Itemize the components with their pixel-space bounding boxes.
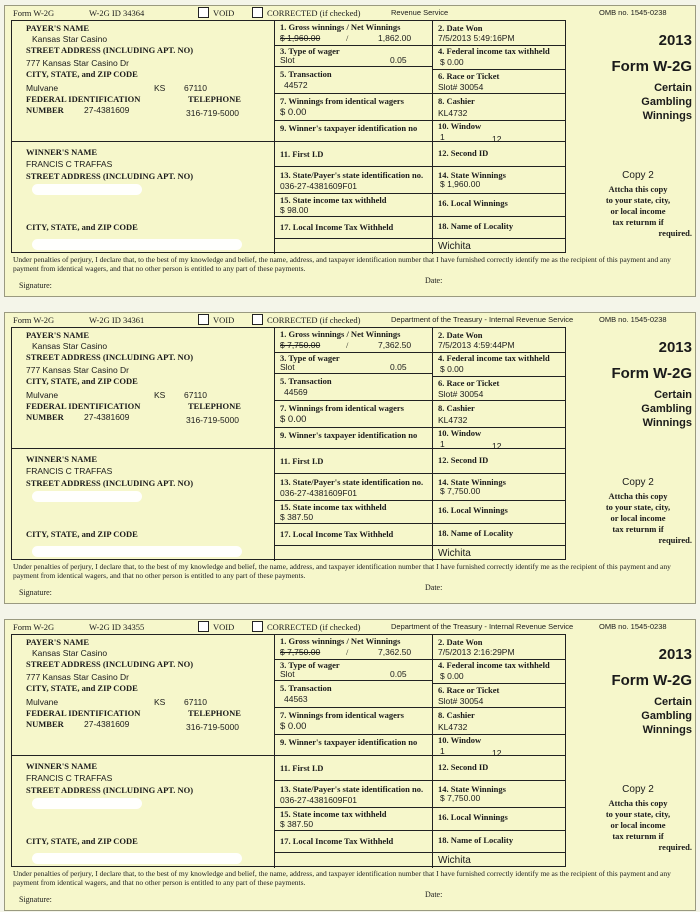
payer-name: Kansas Star Casino [32,341,108,351]
redaction-mark [32,853,242,864]
fein-label-number: NUMBER [26,719,64,729]
payer-name-label: PAYER'S NAME [26,23,90,33]
subtitle-line-3: Winnings [642,417,692,429]
fein-label: FEDERAL IDENTIFICATION [26,94,141,104]
form-id-label: W-2G ID 34361 [89,315,145,325]
corrected-checkbox[interactable] [252,7,263,18]
redaction-mark [32,491,142,502]
subtitle-line-1: Certain [654,82,692,94]
payer-city: Mulvane [26,83,59,93]
box16-label: 16. Local Winnings [438,812,508,822]
copy-line-5: required. [658,228,692,238]
box3-value: Slot [280,55,295,65]
copy-line-3: or local income [610,820,666,830]
box2-value: 7/5/2013 5:49:16PM [438,33,515,43]
box4-value: $ 0.00 [440,671,464,681]
box14-value: $ 1,960.00 [440,179,481,189]
box17-label: 17. Local Income Tax Withheld [280,222,394,232]
copy-title: Copy 2 [622,784,654,795]
fein-label-number: NUMBER [26,105,64,115]
subtitle-line-1: Certain [654,389,692,401]
box3-value: Slot [280,362,295,372]
telephone-label: TELEPHONE [188,401,241,411]
form-grid [11,327,566,560]
copy-line-1: Attcha this copy [608,491,668,501]
payer-street-label: STREET ADDRESS (INCLUDING APT. NO) [26,45,194,55]
tax-year: 2013 [658,646,692,663]
void-checkbox[interactable] [198,621,209,632]
box2-value: 7/5/2013 2:16:29PM [438,647,515,657]
corrected-label: CORRECTED (if checked) [267,8,361,18]
copy-line-5: required. [658,535,692,545]
box7-label: 7. Winnings from identical wagers [280,403,404,413]
box13-value: 036-27-4381609F01 [280,488,358,498]
copy-title: Copy 2 [622,170,654,181]
box11-label: 11. First I.D [280,456,324,466]
box18-label: 18. Name of Locality [438,835,514,845]
payer-name: Kansas Star Casino [32,34,108,44]
box10-value-2: 12 [492,134,502,144]
winner-name: FRANCIS C TRAFFAS [26,773,113,783]
w2g-form [4,312,696,604]
payer-street: 777 Kansas Star Casino Dr [26,365,129,375]
box13-value: 036-27-4381609F01 [280,795,358,805]
box4-value: $ 0.00 [440,57,464,67]
copy-line-3: or local income [610,206,666,216]
box7-value: $ 0.00 [280,414,307,425]
form-header [5,313,695,327]
box4-label: 4. Federal income tax withheld [438,46,550,56]
tax-year: 2013 [658,339,692,356]
form-title: Form W-2G [611,365,692,382]
fein-value: 27-4381609 [84,412,130,422]
signature-label: Signature: [19,895,52,904]
payer-zip: 67110 [184,390,208,400]
box14-value: $ 7,750.00 [440,793,481,803]
form-side-panel [570,20,692,255]
perjury-statement: Under penalties of perjury, I declare that, to the best of my knowledge and belief, the name, address, and taxpayer identification number that I have furnished correctly identify me as the recipient of this payment and any payment from identical wagers, and that no other person is entitled to any part of these payments. [13,869,671,887]
box2-label: 2. Date Won [438,23,483,33]
box7-value: $ 0.00 [280,107,307,118]
subtitle-line-2: Gambling [641,96,692,108]
perjury-statement: Under penalties of perjury, I declare that, to the best of my knowledge and belief, the name, address, and taxpayer identification number that I have furnished correctly identify me as the recipient of this payment and any payment from identical wagers, and that no other person is entitled to any part of these payments. [13,255,671,273]
box8-label: 8. Cashier [438,403,475,413]
winner-name-label: WINNER'S NAME [26,147,98,157]
payer-name-label: PAYER'S NAME [26,637,90,647]
payer-city: Mulvane [26,697,59,707]
box1-net: 7,362.50 [378,647,412,657]
copy-line-2: to your state, city, [605,809,671,819]
box17-label: 17. Local Income Tax Withheld [280,529,394,539]
void-label: VOID [213,622,235,632]
box14-label: 14. State Winnings [438,477,506,487]
w2g-form [4,619,696,911]
box1-gross: $ 1,960.00 [280,33,321,43]
corrected-label: CORRECTED (if checked) [267,622,361,632]
box6-label: 6. Race or Ticket [438,685,500,695]
box1-separator: / [346,647,349,657]
omb-number: OMB no. 1545-0238 [599,8,667,17]
form-header [5,6,695,20]
copy-line-5: required. [658,842,692,852]
void-label: VOID [213,8,235,18]
box3-label: 3. Type of wager [280,660,340,670]
fein-label-number: NUMBER [26,412,64,422]
box1-label: 1. Gross winnings / Net Winnings [280,329,401,339]
box10-value-2: 12 [492,441,502,451]
corrected-checkbox[interactable] [252,314,263,325]
box12-label: 12. Second ID [438,148,489,158]
box15-label: 15. State income tax withheld [280,195,387,205]
box5-value: 44563 [284,694,308,704]
box1-gross: $ 7,750.00 [280,340,321,350]
box6-label: 6. Race or Ticket [438,71,500,81]
box11-label: 11. First I.D [280,763,324,773]
copy-title: Copy 2 [622,477,654,488]
box3-label: 3. Type of wager [280,46,340,56]
payer-zip: 67110 [184,697,208,707]
box5-value: 44569 [284,387,308,397]
dept-label: Department of the Treasury - Internal Revenue Service [391,622,574,631]
form-grid [11,634,566,867]
box14-label: 14. State Winnings [438,784,506,794]
box10-value-1: 1 [440,132,445,142]
telephone-value: 316-719-5000 [186,108,239,118]
box15-label: 15. State income tax withheld [280,502,387,512]
box18-value: Wichita [438,548,471,559]
telephone-label: TELEPHONE [188,94,241,104]
box18-value: Wichita [438,855,471,866]
copy-line-4: tax returnm if [612,217,664,227]
box3-value: Slot [280,669,295,679]
subtitle-line-3: Winnings [642,724,692,736]
box6-value: Slot# 30054 [438,82,484,92]
payer-name: Kansas Star Casino [32,648,108,658]
subtitle-line-3: Winnings [642,110,692,122]
subtitle-line-2: Gambling [641,710,692,722]
redaction-mark [32,798,142,809]
box4-value: $ 0.00 [440,364,464,374]
payer-state: KS [154,697,166,707]
box3-extra: 0.05 [390,669,407,679]
form-side-panel [570,634,692,869]
telephone-value: 316-719-5000 [186,722,239,732]
box1-net: 1,862.00 [378,33,412,43]
tax-year: 2013 [658,32,692,49]
form-title: Form W-2G [611,672,692,689]
payer-city-label: CITY, STATE, and ZIP CODE [26,376,138,386]
void-checkbox[interactable] [198,7,209,18]
signature-label: Signature: [19,588,52,597]
omb-number: OMB no. 1545-0238 [599,315,667,324]
box16-label: 16. Local Winnings [438,505,508,515]
winner-city-label: CITY, STATE, and ZIP CODE [26,529,138,539]
box14-value: $ 7,750.00 [440,486,481,496]
form-side-panel [570,327,692,562]
copy-line-2: to your state, city, [605,502,671,512]
box15-label: 15. State income tax withheld [280,809,387,819]
box6-value: Slot# 30054 [438,389,484,399]
box10-value-2: 12 [492,748,502,758]
payer-zip: 67110 [184,83,208,93]
winner-city-label: CITY, STATE, and ZIP CODE [26,222,138,232]
copy-line-1: Attcha this copy [608,184,668,194]
form-grid [11,20,566,253]
payer-street-label: STREET ADDRESS (INCLUDING APT. NO) [26,352,194,362]
payer-street: 777 Kansas Star Casino Dr [26,58,129,68]
subtitle-line-1: Certain [654,696,692,708]
fein-label: FEDERAL IDENTIFICATION [26,401,141,411]
box5-label: 5. Transaction [280,376,332,386]
copy-line-2: to your state, city, [605,195,671,205]
form-header [5,620,695,634]
w2g-form [4,5,696,297]
dept-label: Revenue Service [391,8,449,17]
box4-label: 4. Federal income tax withheld [438,353,550,363]
box6-value: Slot# 30054 [438,696,484,706]
box5-value: 44572 [284,80,308,90]
box10-value-1: 1 [440,439,445,449]
redaction-mark [32,239,242,250]
box1-label: 1. Gross winnings / Net Winnings [280,636,401,646]
winner-name-label: WINNER'S NAME [26,761,98,771]
payer-street: 777 Kansas Star Casino Dr [26,672,129,682]
box12-label: 12. Second ID [438,455,489,465]
form-label: Form W-2G [13,8,55,18]
fein-label: FEDERAL IDENTIFICATION [26,708,141,718]
winner-name-label: WINNER'S NAME [26,454,98,464]
copy-line-1: Attcha this copy [608,798,668,808]
box8-value: KL4732 [438,415,468,425]
box7-label: 7. Winnings from identical wagers [280,96,404,106]
corrected-label: CORRECTED (if checked) [267,315,361,325]
box7-value: $ 0.00 [280,721,307,732]
winner-street-label: STREET ADDRESS (INCLUDING APT. NO) [26,478,194,488]
box3-extra: 0.05 [390,362,407,372]
void-label: VOID [213,315,235,325]
box1-net: 7,362.50 [378,340,412,350]
copy-line-4: tax returnm if [612,831,664,841]
payer-city: Mulvane [26,390,59,400]
box10-value-1: 1 [440,746,445,756]
box13-value: 036-27-4381609F01 [280,181,358,191]
void-checkbox[interactable] [198,314,209,325]
box15-value: $ 387.50 [280,819,314,829]
winner-name: FRANCIS C TRAFFAS [26,159,113,169]
box13-label: 13. State/Payer's state identification no. [280,170,424,180]
signature-label: Signature: [19,281,52,290]
box9-label: 9. Winner's taxpayer identification no [280,737,418,747]
redaction-mark [32,184,142,195]
fein-value: 27-4381609 [84,105,130,115]
payer-state: KS [154,390,166,400]
box9-label: 9. Winner's taxpayer identification no [280,123,418,133]
box8-value: KL4732 [438,108,468,118]
box1-separator: / [346,33,349,43]
perjury-statement: Under penalties of perjury, I declare that, to the best of my knowledge and belief, the name, address, and taxpayer identification number that I have furnished correctly identify me as the recipient of this payment and any payment from identical wagers, and that no other person is entitled to any part of these payments. [13,562,671,580]
box6-label: 6. Race or Ticket [438,378,500,388]
winner-street-label: STREET ADDRESS (INCLUDING APT. NO) [26,785,194,795]
payer-city-label: CITY, STATE, and ZIP CODE [26,69,138,79]
payer-name-label: PAYER'S NAME [26,330,90,340]
box11-label: 11. First I.D [280,149,324,159]
box1-gross: $ 7,750.00 [280,647,321,657]
date-label: Date: [425,276,443,285]
box2-value: 7/5/2013 4:59:44PM [438,340,515,350]
box3-label: 3. Type of wager [280,353,340,363]
dept-label: Department of the Treasury - Internal Revenue Service [391,315,574,324]
box16-label: 16. Local Winnings [438,198,508,208]
box15-value: $ 98.00 [280,205,309,215]
omb-number: OMB no. 1545-0238 [599,622,667,631]
box18-value: Wichita [438,241,471,252]
corrected-checkbox[interactable] [252,621,263,632]
subtitle-line-2: Gambling [641,403,692,415]
box17-label: 17. Local Income Tax Withheld [280,836,394,846]
box12-label: 12. Second ID [438,762,489,772]
form-title: Form W-2G [611,58,692,75]
date-label: Date: [425,890,443,899]
box4-label: 4. Federal income tax withheld [438,660,550,670]
copy-line-3: or local income [610,513,666,523]
copy-line-4: tax returnm if [612,524,664,534]
box2-label: 2. Date Won [438,637,483,647]
redaction-mark [32,546,242,557]
box18-label: 18. Name of Locality [438,221,514,231]
box10-label: 10. Window [438,735,482,745]
box7-label: 7. Winnings from identical wagers [280,710,404,720]
fein-value: 27-4381609 [84,719,130,729]
box8-label: 8. Cashier [438,96,475,106]
form-id-label: W-2G ID 34364 [89,8,145,18]
box15-value: $ 387.50 [280,512,314,522]
box13-label: 13. State/Payer's state identification no. [280,477,424,487]
box13-label: 13. State/Payer's state identification no. [280,784,424,794]
box3-extra: 0.05 [390,55,407,65]
form-label: Form W-2G [13,315,55,325]
box10-label: 10. Window [438,428,482,438]
payer-street-label: STREET ADDRESS (INCLUDING APT. NO) [26,659,194,669]
box18-label: 18. Name of Locality [438,528,514,538]
box1-separator: / [346,340,349,350]
box2-label: 2. Date Won [438,330,483,340]
form-label: Form W-2G [13,622,55,632]
box10-label: 10. Window [438,121,482,131]
winner-city-label: CITY, STATE, and ZIP CODE [26,836,138,846]
box1-label: 1. Gross winnings / Net Winnings [280,22,401,32]
telephone-label: TELEPHONE [188,708,241,718]
box8-label: 8. Cashier [438,710,475,720]
form-id-label: W-2G ID 34355 [89,622,145,632]
box9-label: 9. Winner's taxpayer identification no [280,430,418,440]
telephone-value: 316-719-5000 [186,415,239,425]
date-label: Date: [425,583,443,592]
payer-city-label: CITY, STATE, and ZIP CODE [26,683,138,693]
payer-state: KS [154,83,166,93]
winner-street-label: STREET ADDRESS (INCLUDING APT. NO) [26,171,194,181]
box5-label: 5. Transaction [280,69,332,79]
box8-value: KL4732 [438,722,468,732]
winner-name: FRANCIS C TRAFFAS [26,466,113,476]
box14-label: 14. State Winnings [438,170,506,180]
box5-label: 5. Transaction [280,683,332,693]
